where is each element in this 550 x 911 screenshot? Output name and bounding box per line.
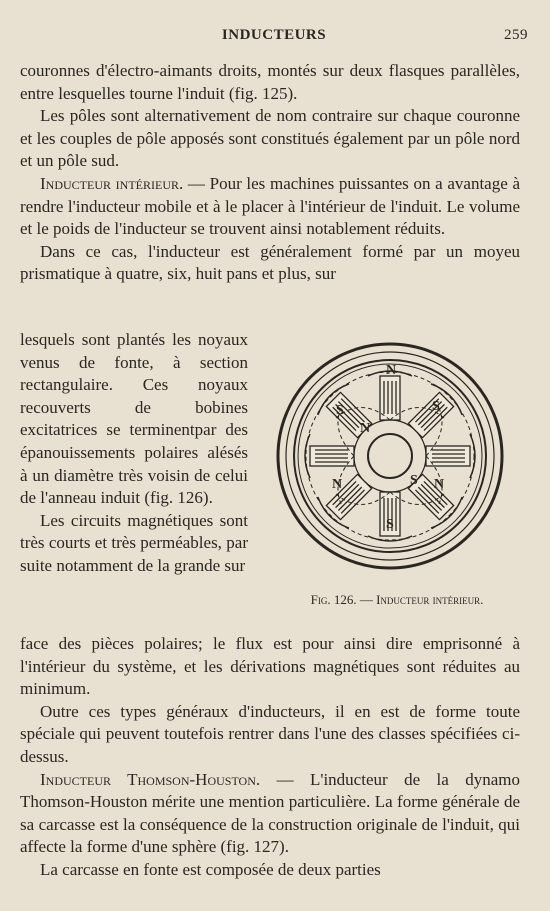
paragraph-8: La carcasse en fonte est composée de deux parties [40,859,381,879]
page-header [20,27,528,51]
pole-label: N [360,421,371,436]
pole-label: S [432,399,440,414]
paragraph-4-column: lesquels sont plantés les noyaux venus de fonte, à section rectangulaire. Ces noyaux recouverts de bobines excitatrices se terminentpar des épanouissements polaires alésés à un diamètre très voisin de celui de l'anneau induit (fig. 126). [20,330,248,508]
paragraph-3 [20,173,520,241]
paragraph-1: couronnes d'électro-aimants droits, montés sur deux flasques parallèles, entre lesquelles tourne l'induit (fig. 125). [20,61,520,103]
section-heading-inducteur-interieur: Inducteur intérieur. [40,173,184,193]
pole-label: S [336,403,344,418]
text-block-bottom [20,633,520,882]
figure-126 [272,336,522,591]
pole-label: N [386,363,397,378]
pole-label: N [434,477,445,492]
figure-caption: Fig. 126. — Inducteur intérieur. [310,592,484,607]
pole-label: S [386,517,394,532]
section-heading-thomson-houston: Inducteur Thomson-Houston. [40,769,261,789]
paragraph-6: Outre ces types généraux d'inducteurs, il en est de forme toute spéciale qui peuvent toutefois rentrer dans l'une des classes spécifiées ci-dessus. [20,701,520,766]
paragraph-4-start: Dans ce cas, l'inducteur est généralement formé par un moyeu prismatique à quatre, six, huit pans et plus, sur [20,241,520,284]
running-title: INDUCTEURS [221,27,327,43]
paragraph-5-end: face des pièces polaires; le flux est pour ainsi dire emprisonné à l'intérieur du système, et les dérivations magnétiques sont réduites au minimum. [20,634,520,699]
text-block-top [20,60,520,286]
pole-label: N [332,477,343,492]
text-column-left [20,329,248,578]
paragraph-7-text: — L'inducteur de la dynamo Thomson-Houston mérite une mention particulière. La forme générale de sa carcasse est la conséquence de la construction originale de l'induit, qui affecte la forme d'une sphère (fig. 127). [20,769,521,857]
pole-label: S [410,473,418,488]
inducteur-interieur-diagram [272,336,522,586]
paragraph-3-text: — Pour les machines puissantes on a avantage à rendre l'inducteur mobile et à le placer à l'intérieur de l'induit. Le volume et le poids de l'inducteur se trouvent ainsi notablement réduits. [20,173,520,239]
paragraph-5-column: Les circuits magnétiques sont très courts et très perméables, par suite notamment de la grande sur [20,510,248,575]
paragraph-2: Les pôles sont alternativement de nom contraire sur chaque couronne et les couples de pôle apposés sont constitués également par un pôle nord et un pôle sud. [20,106,520,171]
paragraph-7 [20,769,520,859]
page-number: 259 [504,27,528,43]
